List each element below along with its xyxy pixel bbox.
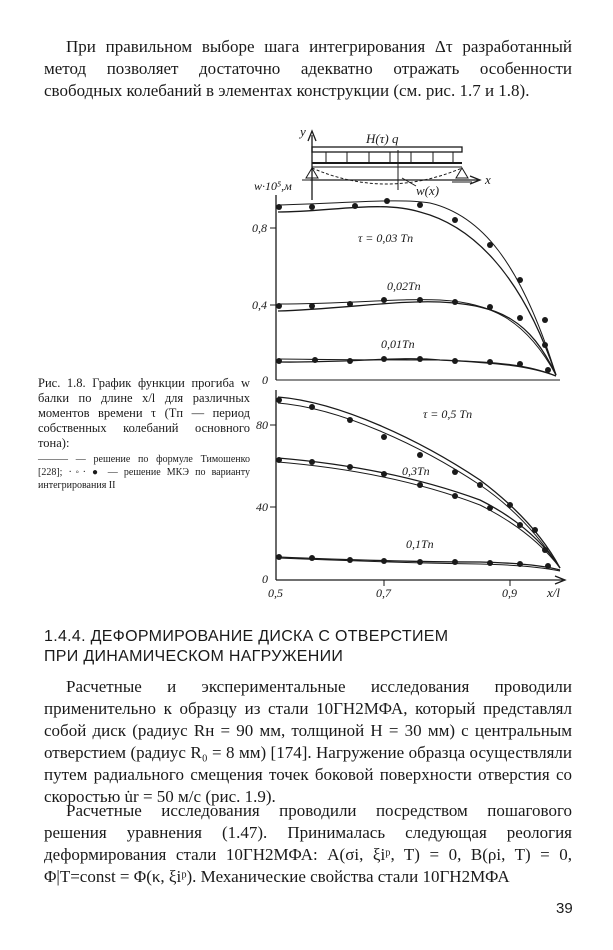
ytick-top-0: 0 bbox=[262, 373, 268, 387]
ytick-bottom-40: 40 bbox=[256, 500, 268, 514]
label-tau-0.02: 0,02Tп bbox=[387, 279, 421, 293]
ytick-top-0.8: 0,8 bbox=[252, 221, 267, 235]
y-axis-label: w·10⁵,м bbox=[254, 179, 292, 193]
curve-0.01-analytic bbox=[278, 359, 556, 376]
paragraph-intro: При правильном выборе шага интегрирования Δτ разработанный метод позволяет достаточно адекватно отражать особенности свободных колебаний в элементах конструкции (см. рис. 1.7 и 1.8). bbox=[44, 37, 572, 100]
ytick-top-0.4: 0,4 bbox=[252, 298, 267, 312]
load-strip bbox=[312, 147, 462, 152]
xtick-0.7: 0,7 bbox=[376, 586, 391, 600]
fem-markers bbox=[276, 198, 551, 569]
deflection-label: w(x) bbox=[416, 183, 440, 198]
schematic-y-label: y bbox=[300, 124, 306, 139]
label-tau-0.5: τ = 0,5 Tп bbox=[423, 407, 473, 421]
deflection-curve bbox=[312, 168, 462, 184]
load-label: H(τ) q bbox=[366, 131, 399, 146]
page-number: 39 bbox=[556, 900, 573, 917]
xtick-0.5: 0,5 bbox=[268, 586, 283, 600]
ytick-bottom-80: 80 bbox=[256, 418, 268, 432]
figure-caption: Рис. 1.8. График функции прогиба w балки по длине x/l для различных моментов времени τ (Tп — период собственных колебаний основного тона): bbox=[38, 376, 250, 450]
section-heading-line2: ПРИ ДИНАМИЧЕСКОМ НАГРУЖЕНИИ bbox=[44, 648, 344, 665]
schematic-x-label: x bbox=[485, 172, 491, 187]
label-tau-0.01: 0,01Tп bbox=[381, 337, 415, 351]
x-axis-label: x/l bbox=[547, 585, 560, 600]
ytick-bottom-0: 0 bbox=[262, 572, 268, 586]
section-heading-line1: 1.4.4. ДЕФОРМИРОВАНИЕ ДИСКА С ОТВЕРСТИЕМ bbox=[44, 628, 449, 645]
xtick-0.9: 0,9 bbox=[502, 586, 517, 600]
paragraph-rheology: Расчетные исследования проводили посредством пошагового решения уравнения (1.47). Принималась следующая реология деформирования стали 10ГН2МФА: A(σi, ξiᵖ, T) = 0, B(ρi, T) = 0, Φ|T=const = Φ(κ, ξiᵖ). Механические свойства стали 10ГН2МФА bbox=[44, 801, 572, 886]
label-tau-0.3: 0,3Tп bbox=[402, 464, 430, 478]
curve-0.02-analytic bbox=[278, 302, 556, 375]
section-heading bbox=[44, 627, 524, 667]
label-tau-0.1: 0,1Tп bbox=[406, 537, 434, 551]
paragraph-experiment: Расчетные и экспериментальные исследования проводили применительно к образцу из стали 10ГН2МФА, который представлял собой диск (радиус Rн = 90 мм, толщиной H = 30 мм) с центральным отверстием (радиус R₀ = 8 мм) [174]. Нагружение образца осуществляли путем радиального смещения точек боковой поверхности отверстия со скоростью u̇r = 50 м/с (рис. 1.9). bbox=[44, 677, 572, 806]
label-tau-0.03: τ = 0,03 Tп bbox=[358, 231, 414, 245]
figure-legend: ——— — решение по формуле Тимошенко [228]; ·◦· ● — решение МКЭ по варианту интегрирования II bbox=[38, 454, 250, 491]
